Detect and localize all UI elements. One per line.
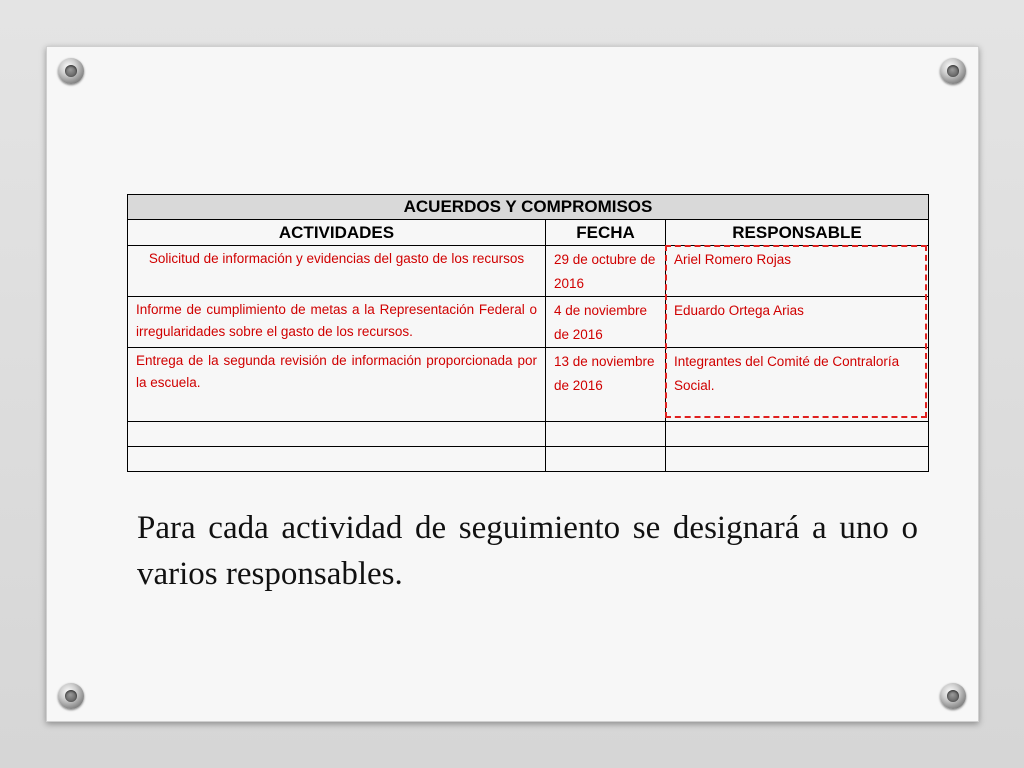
empty-cell [128,447,546,472]
rivet-bottom-left-icon [58,683,84,709]
row-3-fecha: 13 de noviembre de 2016 [546,348,666,422]
table-row [128,246,929,297]
rivet-bottom-right-icon [940,683,966,709]
row-3-actividad: Entrega de la segunda revisión de información proporcionada por la escuela. [128,348,546,422]
row-1-fecha: 29 de octubre de 2016 [546,246,666,297]
rivet-top-left-icon [58,58,84,84]
table-row [128,348,929,422]
empty-row [128,422,929,447]
empty-cell [666,447,929,472]
row-3-responsable: Integrantes del Comité de Contraloría Social. [666,348,929,422]
empty-row [128,447,929,472]
slide-caption: Para cada actividad de seguimiento se designará a uno o varios responsables. [137,510,918,592]
table-row [128,297,929,348]
row-2-responsable: Eduardo Ortega Arias [666,297,929,348]
header-responsable: RESPONSABLE [666,220,929,246]
row-1-actividad: Solicitud de información y evidencias del gasto de los recursos [128,246,546,297]
row-2-actividad: Informe de cumplimiento de metas a la Representación Federal o irregularidades sobre el gasto de los recursos. [128,297,546,348]
agreements-table [127,194,929,472]
empty-cell [546,422,666,447]
header-fecha: FECHA [546,220,666,246]
row-2-fecha: 4 de noviembre de 2016 [546,297,666,348]
header-actividades: ACTIVIDADES [128,220,546,246]
rivet-top-right-icon [940,58,966,84]
empty-cell [666,422,929,447]
table-title: ACUERDOS Y COMPROMISOS [128,195,929,220]
empty-cell [128,422,546,447]
empty-cell [546,447,666,472]
row-1-responsable: Ariel Romero Rojas [666,246,929,297]
